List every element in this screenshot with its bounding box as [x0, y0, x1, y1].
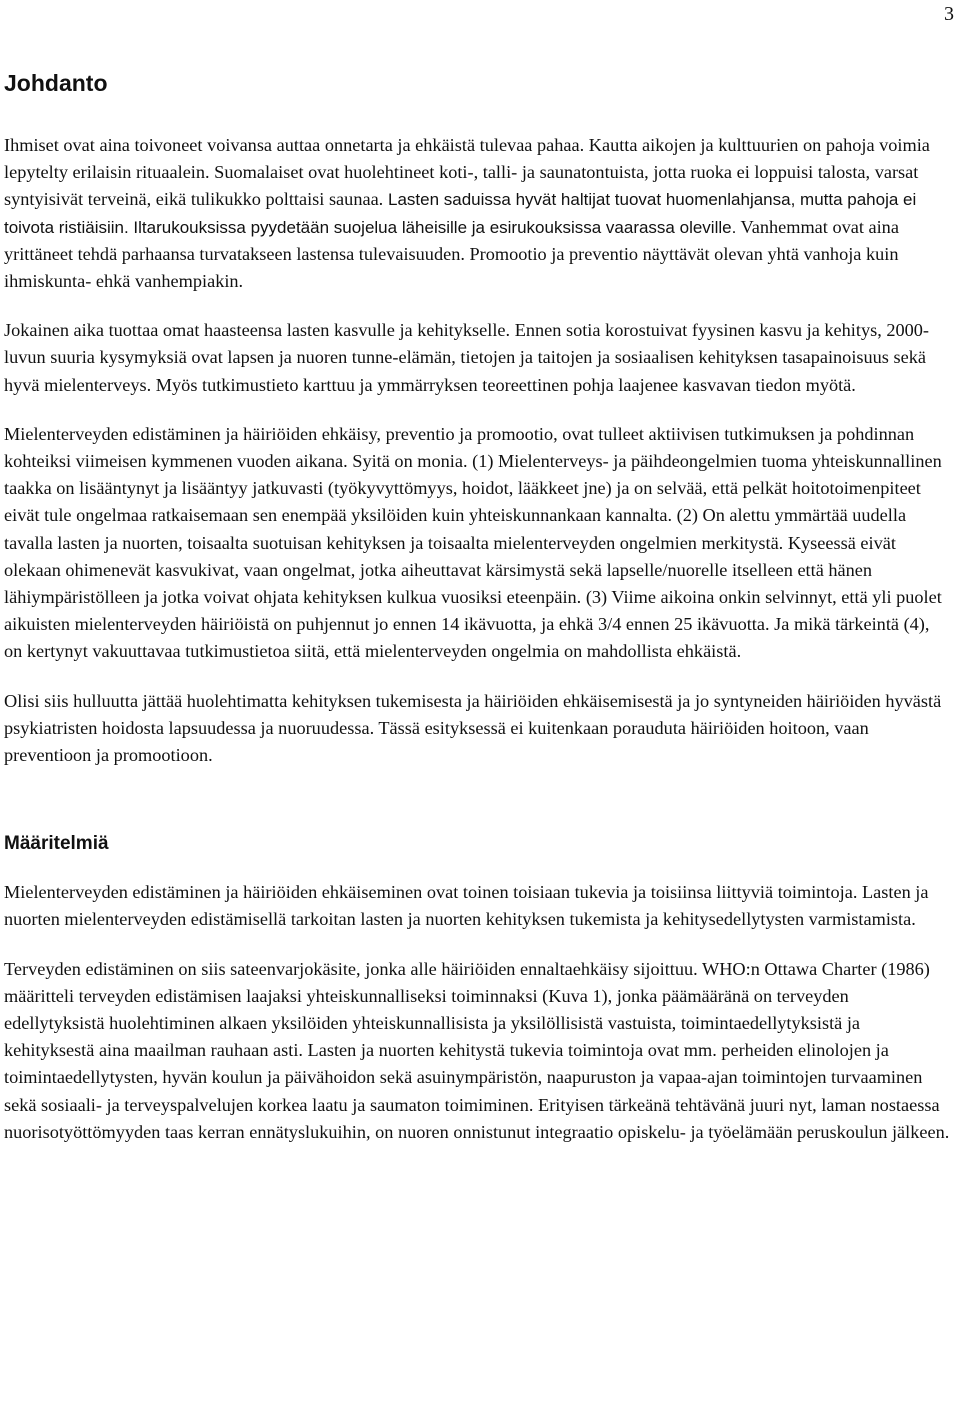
paragraph — [4, 132, 952, 295]
paragraph-text: Jokainen aika tuottaa omat haasteensa lasten kasvulle ja kehitykselle. — [4, 320, 511, 341]
paragraph — [4, 879, 952, 933]
paragraph — [4, 688, 952, 770]
paragraph-text: Mielenterveyden edistäminen ja häiriöiden ehkäiseminen ovat toinen toisiaan tukevia ja toisiinsa liittyviä toimintoja. Lasten ja nuorten mielenterveyden edistämisellä tarkoitan lasten ja nuorten kehityksen tukemista ja kehitysedellytysten varmistamista. — [4, 882, 929, 930]
paragraph-text: Terveyden edistäminen on siis sateenvarjokäsite, jonka alle häiriöiden ennaltaehkäisy sijoittuu. WHO:n Ottawa Charter (1986) määritteli terveyden edistämisen laajaksi yhteiskunnalliseksi toiminnaksi (Kuva 1), jonka päämääränä on terveyden edellytyksistä huolehtiminen alkaen yksilöiden yhteiskunnallisista ja yksilöllisistä vastuista, toimintaedellytyksistä ja kehityksestä aina maailman rauhaan asti. Lasten ja nuorten kehitystä tukevia toimintoja ovat mm. perheiden elinolojen ja toimintaedellytysten, hyvän koulun ja päivähoidon sekä asuinympäristön, naapuruston ja vapaa-ajan toimintojen turvaaminen sekä sosiaali- ja terveyspalvelujen korkea laatu ja saumaton toimiminen. Erityisen tärkeänä tehtävänä juuri nyt, laman nostaessa nuorisotyöttömyyden taas kerran ennätyslukuihin, on nuoren onnistunut integraatio opiskelu- ja työelämään peruskoulun jälkeen. — [4, 958, 950, 1142]
paragraph-text-sans: Lasten saduissa hyvät haltijat tuovat huomenlahjansa, mutta pahoja ei toivota ristiäisiin. Iltarukouksissa pyydetään suojelua läheisille ja esirukouksissa vaarassa oleville. — [4, 190, 917, 237]
paragraph-text: Ennen sotia korostuivat fyysinen kasvu ja kehitys, 2000-luvun suuria kysymyksiä ovat lapsen ja nuoren tunne-elämän, tietojen ja taitojen ja sosiaalisen kehityksen tasapainoisuus sekä hyvä mielenterveys. Myös tutkimustieto karttuu ja ymmärryksen teoreettinen pohja laajenee kasvavan tiedon myötä. — [4, 320, 930, 395]
section-johdanto — [4, 68, 952, 769]
paragraph-text: Mielenterveyden edistäminen ja häiriöiden ehkäisy, preventio ja promootio, ovat tulleet aktiivisen tutkimuksen ja pohdinnan kohteiksi viimeisen kymmenen vuoden aikana. Syitä on monia. (1) Mielenterveys- ja päihdeongelmien tuoma yhteiskunnallinen taakka on lisääntynyt ja lisääntyy jatkuvasti (työkyvyttömyys, hoidot, lääkkeet jne) ja on selvää, että pelkät hoitotoimenpiteet eivät tule ongelmaa ratkaisemaan sen enempää yksilöiden kuin yhteiskunnankaan kannalta. (2) On alettu ymmärtää uudella tavalla lasten ja nuorten, toisaalta suotuisan kehityksen ja toisaalta mielenterveyden ongelmien merkitystä. Kyseessä eivät olekaan ohimenevät kasvukivat, vaan ongelmat, jotka aiheuttavat kärsimystä sekä lapselle/nuorelle itselleen että hänen lähiympäristölleen ja jotka voivat ohjata kehityksen kulkua vuosiksi eteenpäin. (3) Viime aikoina onkin selvinnyt, että yli puolet aikuisten mielenterveyden häiriöistä on puhjennut jo ennen 14 ikävuotta, ja ehkä 3/4 ennen 25 ikävuotta. Ja mikä tärkeintä (4), on kertynyt vakuuttavaa tutkimustietoa siitä, että mielenterveyden ongelmia on mahdollista ehkäistä. — [4, 423, 942, 662]
section-heading: Johdanto — [4, 70, 108, 96]
paragraph-text: Vanhemmat ovat aina yrittäneet tehdä parhaansa turvatakseen lastensa tulevaisuuden. Promootio ja preventio näyttävät olevan yhtä vanhoja kuin ihmiskunta- ehkä vanhempiakin. — [4, 216, 899, 292]
page-number: 3 — [944, 3, 954, 25]
paragraph — [4, 317, 952, 399]
paragraph — [4, 956, 952, 1146]
section-maaritelmia — [4, 831, 952, 1146]
section-heading: Määritelmiä — [4, 833, 109, 855]
document-body — [4, 68, 952, 1168]
paragraph — [4, 421, 952, 666]
paragraph-text: Ihmiset ovat aina toivoneet voivansa auttaa onnetarta ja ehkäistä tulevaa pahaa. Kautta aikojen ja kulttuurien on pahoja voimia lepytelty erilaisin rituaalein. Suomalaiset ovat huolehtineet koti-, talli- ja saunatontuista, jotta ruoka ei loppuisi talosta, varsat syntyisivät terveinä, eikä tulikukko polttaisi saunaa. — [4, 135, 930, 210]
paragraph-text: Olisi siis hulluutta jättää huolehtimatta kehityksen tukemisesta ja häiriöiden ehkäisemisestä ja jo syntyneiden häiriöiden hyvästä psykiatristen hoidosta lapsuudessa ja nuoruudessa. Tässä esityksessä ei kuitenkaan porauduta häiriöiden hoitoon, vaan preventioon ja promootioon. — [4, 690, 942, 766]
